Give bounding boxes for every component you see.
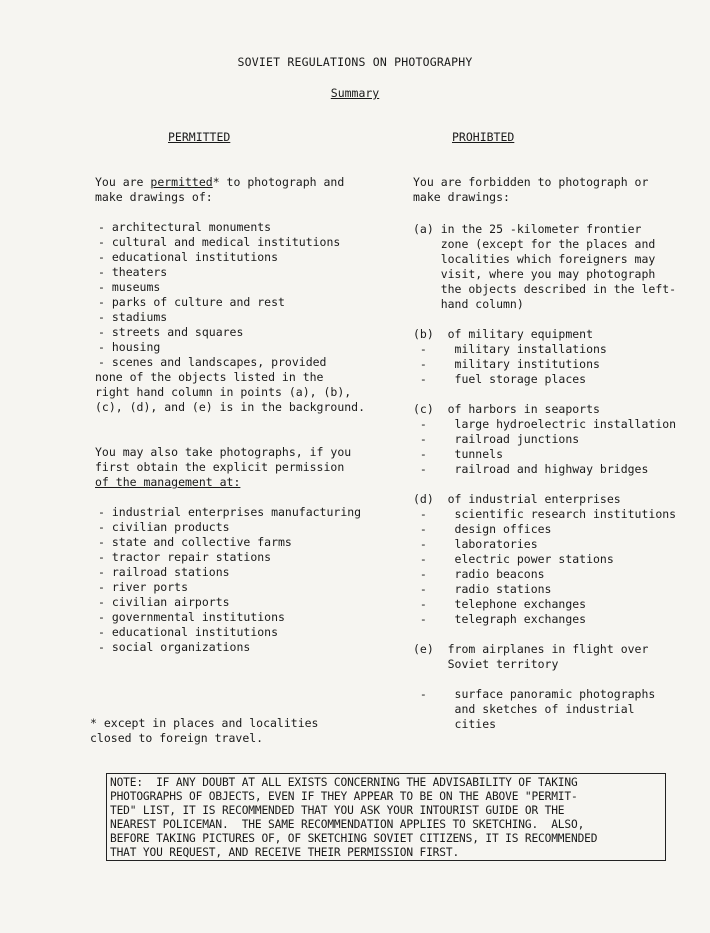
list-item: - railroad junctions	[413, 432, 580, 446]
list-item: - stadiums	[98, 310, 168, 324]
list-item: - theaters	[98, 265, 168, 279]
permitted-intro-line-2: make drawings of:	[95, 190, 213, 204]
note-line-4: NEAREST POLICEMAN. THE SAME RECOMMENDATION APPLIES TO SKETCHING. ALSO,	[110, 818, 585, 831]
also-line-1: You may also take photographs, if you	[95, 445, 352, 459]
list-item: - radio beacons	[413, 567, 545, 581]
note-line-2: PHOTOGRAPHS OF OBJECTS, EVEN IF THEY APPEAR TO BE ON THE ABOVE "PERMIT-	[110, 790, 578, 803]
list-item: - educational institutions	[98, 625, 279, 639]
list-item: - military institutions	[413, 357, 600, 371]
list-item: - large hydroelectric installation	[413, 417, 677, 431]
list-item: none of the objects listed in the	[95, 370, 324, 384]
list-item: (c), (d), and (e) is in the background.	[95, 400, 366, 414]
list-item: - scientific research institutions	[413, 507, 677, 521]
list-item: zone (except for the places and	[413, 237, 656, 251]
list-item: (c) of harbors in seaports	[413, 402, 600, 416]
list-item: - governmental institutions	[98, 610, 285, 624]
list-item: (d) of industrial enterprises	[413, 492, 621, 506]
list-item: (e) from airplanes in flight over	[413, 642, 649, 656]
list-item: hand column)	[413, 297, 524, 311]
list-item: (a) in the 25 -kilometer frontier	[413, 222, 642, 236]
list-item: - architectural monuments	[98, 220, 272, 234]
summary-heading: Summary	[330, 86, 380, 100]
footnote-line-2: closed to foreign travel.	[90, 731, 264, 745]
list-item: - railroad stations	[98, 565, 230, 579]
list-item: - scenes and landscapes, provided	[98, 355, 327, 369]
list-item: - telegraph exchanges	[413, 612, 587, 626]
list-item: the objects described in the left-	[413, 282, 677, 296]
list-item: - railroad and highway bridges	[413, 462, 649, 476]
list-item: - surface panoramic photographs	[413, 687, 656, 701]
list-item: - social organizations	[98, 640, 251, 654]
also-line-3: of the management at:	[95, 475, 241, 489]
list-item: localities which foreigners may	[413, 252, 656, 266]
list-item: - civilian airports	[98, 595, 230, 609]
list-item: - river ports	[98, 580, 189, 594]
list-item: - museums	[98, 280, 161, 294]
prohibited-intro-line-1: You are forbidden to photograph or	[413, 175, 649, 189]
list-item: - parks of culture and rest	[98, 295, 285, 309]
list-item: cities	[413, 717, 497, 731]
document-title: SOVIET REGULATIONS ON PHOTOGRAPHY	[237, 55, 473, 69]
list-item: - state and collective farms	[98, 535, 292, 549]
list-item: right hand column in points (a), (b),	[95, 385, 352, 399]
list-item: - tractor repair stations	[98, 550, 272, 564]
also-line-2: first obtain the explicit permission	[95, 460, 345, 474]
list-item: - telephone exchanges	[413, 597, 587, 611]
list-item: Soviet territory	[413, 657, 559, 671]
prohibited-intro-line-2: make drawings:	[413, 190, 510, 204]
note-line-5: BEFORE TAKING PICTURES OF, OF SKETCHING SOVIET CITIZENS, IT IS RECOMMENDED	[110, 832, 598, 845]
note-line-1: NOTE: IF ANY DOUBT AT ALL EXISTS CONCERNING THE ADVISABILITY OF TAKING	[110, 776, 578, 789]
list-item: (b) of military equipment	[413, 327, 594, 341]
list-item: visit, where you may photograph	[413, 267, 656, 281]
note-line-3: TED" LIST, IT IS RECOMMENDED THAT YOU ASK YOUR INTOURIST GUIDE OR THE	[110, 804, 565, 817]
list-item: - tunnels	[413, 447, 504, 461]
list-item: - housing	[98, 340, 161, 354]
list-item: - radio stations	[413, 582, 552, 596]
note-line-6: THAT YOU REQUEST, AND RECEIVE THEIR PERMISSION FIRST.	[110, 846, 460, 859]
list-item: - cultural and medical institutions	[98, 235, 341, 249]
list-item: - design offices	[413, 522, 552, 536]
list-item: - industrial enterprises manufacturing	[98, 505, 362, 519]
list-item: - streets and squares	[98, 325, 244, 339]
list-item: - fuel storage places	[413, 372, 587, 386]
permitted-intro-line-1: You are permitted* to photograph and	[95, 175, 345, 189]
list-item: - educational institutions	[98, 250, 279, 264]
list-item: - military installations	[413, 342, 607, 356]
footnote-line-1: * except in places and localities	[90, 716, 319, 730]
permitted-heading: PERMITTED	[168, 130, 231, 144]
list-item: - civilian products	[98, 520, 230, 534]
prohibited-heading: PROHIBTED	[452, 130, 515, 144]
list-item: and sketches of industrial	[413, 702, 635, 716]
list-item: - electric power stations	[413, 552, 614, 566]
list-item: - laboratories	[413, 537, 538, 551]
